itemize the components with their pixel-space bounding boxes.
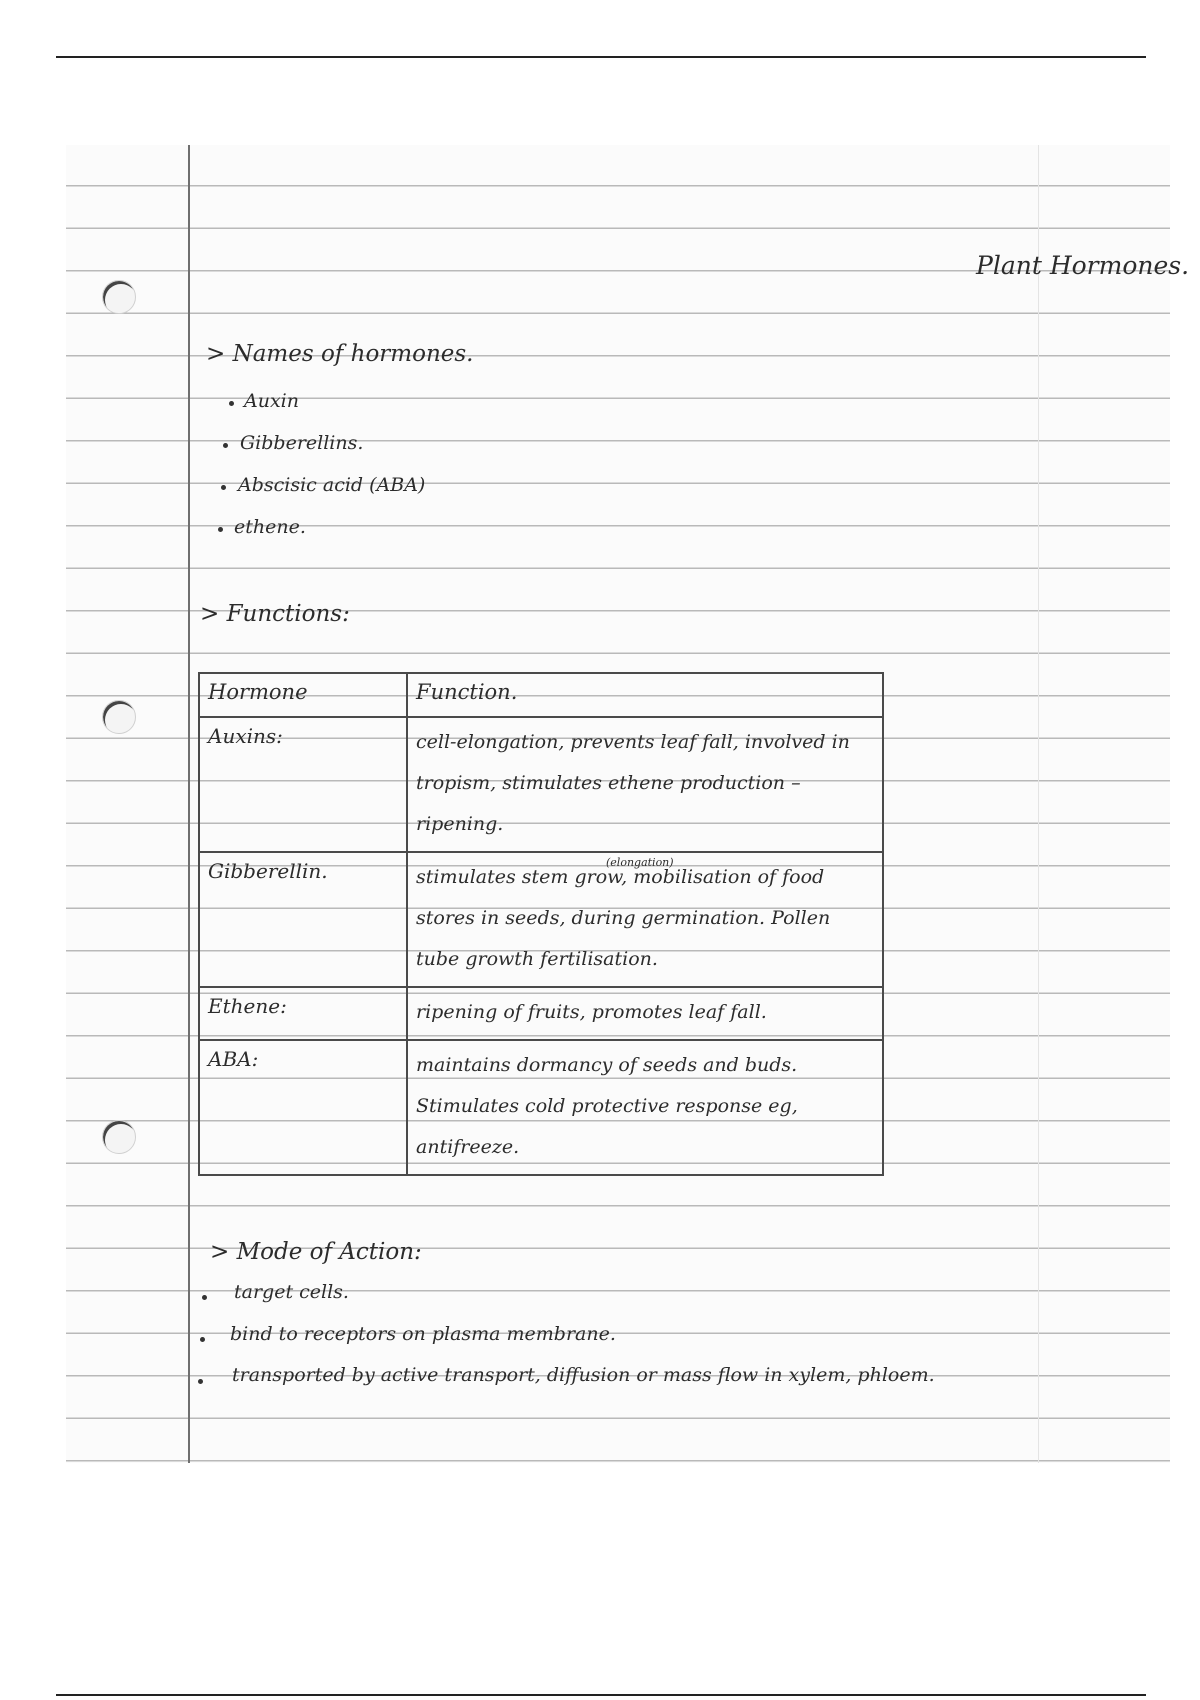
functions-heading: > Functions: [200,601,350,627]
right-margin-shadow [1038,145,1039,1463]
punch-hole [102,1120,136,1154]
table-row [199,852,883,987]
hormone-name-item: Auxin [244,390,299,412]
header-hormone: Hormone [199,673,407,717]
function-text: stimulates stem grow, mobilisation of food stores in seeds, during germination. Pollen tube growth fertilisation. [416,866,831,970]
mode-item: transported by active transport, diffusion or mass flow in xylem, phloem. [232,1364,935,1386]
mode-item: bind to receptors on plasma membrane. [230,1323,616,1345]
mode-heading: > Mode of Action: [210,1239,422,1265]
page-title: Plant Hormones. [976,251,1190,280]
hormone-name-item: Abscisic acid (ABA) [238,474,426,496]
function-cell [407,852,883,987]
hormone-cell: Gibberellin. [199,852,407,987]
mode-item: target cells. [234,1281,349,1303]
function-cell: maintains dormancy of seeds and buds. Stimulates cold protective response eg, antifreeze. [407,1040,883,1175]
table-row [199,717,883,852]
bullet [229,401,234,406]
punch-hole [102,700,136,734]
bullet [223,443,228,448]
hormone-cell: Ethene: [199,987,407,1040]
hormone-cell: ABA: [199,1040,407,1175]
bullet [218,527,223,532]
hormone-name-item: ethene. [234,516,306,538]
table-row [199,987,883,1040]
bullet [221,485,226,490]
page-top-rule [56,56,1146,58]
header-function: Function. [407,673,883,717]
punch-hole [102,280,136,314]
hormone-name-item: Gibberellins. [240,432,364,454]
names-heading: > Names of hormones. [206,341,474,367]
function-cell: cell-elongation, prevents leaf fall, involved in tropism, stimulates ethene production – ripening. [407,717,883,852]
function-cell: ripening of fruits, promotes leaf fall. [407,987,883,1040]
page-bottom-rule [56,1694,1146,1696]
table-header-row [199,673,883,717]
bullet [200,1337,205,1342]
elongation-note: (elongation) [606,856,674,869]
margin-line [188,145,190,1463]
hormone-function-table [198,672,884,1176]
hormone-cell: Auxins: [199,717,407,852]
table-row [199,1040,883,1175]
bullet [202,1295,207,1300]
bullet [198,1379,203,1384]
